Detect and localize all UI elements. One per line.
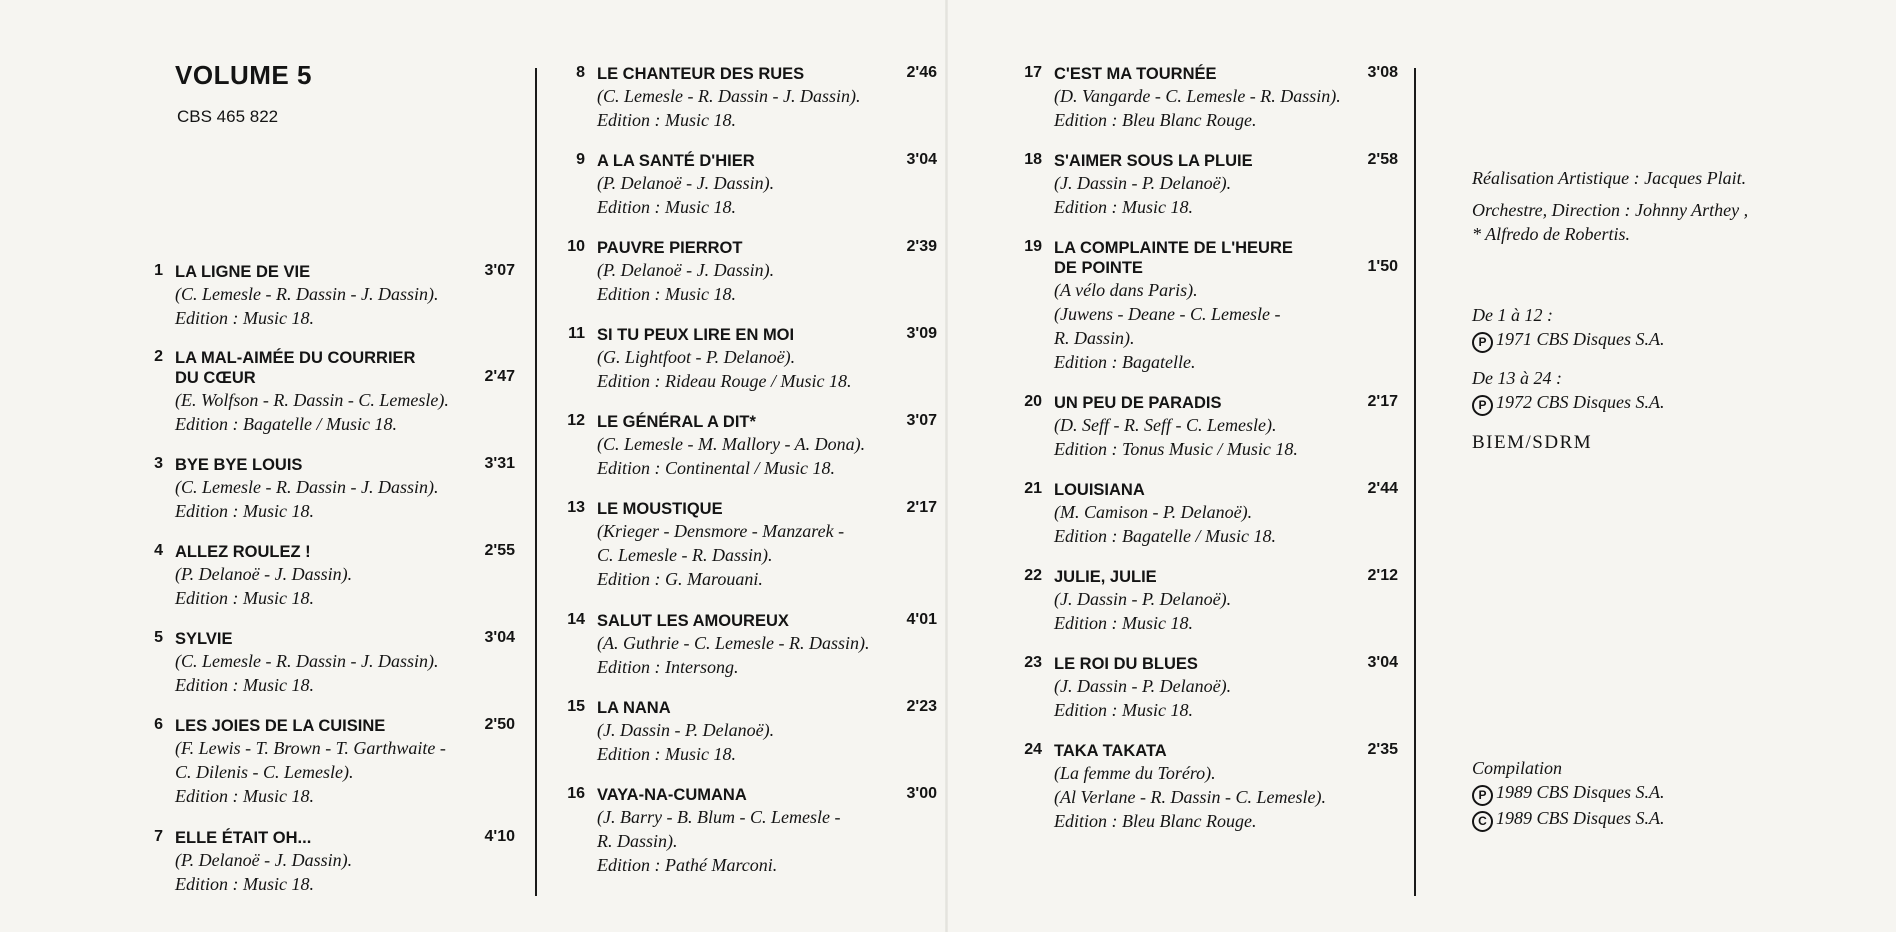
copyright-line-2 [1472,390,1665,416]
track-12 [567,412,937,480]
biem-sdrm-label: BIEM/SDRM [1472,432,1593,453]
catalog-number: CBS 465 822 [177,107,279,126]
track-title: LA COMPLAINTE DE L'HEURE DE POINTE [1054,239,1293,277]
track-title: LE GÉNÉRAL A DIT* [597,413,756,431]
orchestra-credit-line-2: * Alfredo de Robertis. [1472,224,1630,244]
track-1 [154,262,515,330]
track-credit: (E. Wolfson - R. Dassin - C. Lemesle). Edition : Bagatelle / Music 18. [175,390,449,434]
track-credit: (P. Delanoë - J. Dassin). Edition : Music 18. [175,850,353,894]
track-title: LA LIGNE DE VIE [175,263,311,281]
track-credit: (P. Delanoë - J. Dassin). Edition : Music 18. [175,564,353,608]
track-title: LE CHANTEUR DES RUES [597,65,805,83]
track-duration: 3'07 [906,412,937,429]
track-18 [1024,151,1398,219]
track-credit: (F. Lewis - T. Brown - T. Garthwaite - C. Dilenis - C. Lemesle). Edition : Music 18. [175,738,446,806]
column-divider-2 [1414,68,1416,896]
track-number: 11 [568,325,585,342]
copyright-icon: C [1472,811,1493,832]
track-duration: 2'44 [1367,480,1398,497]
phonogram-icon: P [1472,785,1493,806]
track-number: 7 [154,828,163,845]
track-number: 6 [154,716,163,733]
track-22 [1024,567,1398,635]
copyright-line-3 [1472,780,1665,806]
track-credit: (C. Lemesle - R. Dassin - J. Dassin). Edition : Music 18. [175,651,439,695]
track-17 [1024,64,1398,132]
track-duration: 3'04 [484,629,515,646]
track-duration: 3'07 [484,262,515,279]
track-number: 17 [1024,64,1042,81]
track-credit: (A vélo dans Paris). (Juwens - Deane - C. Lemesle - R. Dassin). Edition : Bagatelle. [1054,280,1281,372]
track-duration: 2'23 [906,698,937,715]
track-number: 23 [1024,654,1042,671]
track-16 [567,785,937,877]
track-number: 15 [567,698,585,715]
track-5 [154,629,515,697]
track-number: 13 [567,499,585,516]
copyright-line-4 [1472,806,1665,832]
track-title: C'EST MA TOURNÉE [1054,65,1217,83]
track-title: A LA SANTÉ D'HIER [597,152,755,170]
track-7 [154,828,515,896]
track-credit: (G. Lightfoot - P. Delanoë). Edition : Rideau Rouge / Music 18. [597,347,852,391]
track-number: 2 [154,348,163,365]
copyright-text: 1972 CBS Disques S.A. [1496,392,1665,412]
track-number: 4 [154,542,163,559]
track-duration: 3'04 [906,151,937,168]
track-23 [1024,654,1398,722]
track-3 [154,455,515,523]
track-number: 8 [576,64,585,81]
track-credit: (C. Lemesle - R. Dassin - J. Dassin). Edition : Music 18. [597,86,861,130]
track-credit: (D. Seff - R. Seff - C. Lemesle). Edition : Tonus Music / Music 18. [1054,415,1298,459]
track-title: LA NANA [597,699,671,717]
track-duration: 2'50 [484,716,515,733]
track-number: 16 [567,785,585,802]
track-number: 9 [576,151,585,168]
track-19 [1024,238,1398,374]
track-title: BYE BYE LOUIS [175,456,303,474]
track-credit: (J. Barry - B. Blum - C. Lemesle - R. Dassin). Edition : Pathé Marconi. [597,807,841,875]
phonogram-icon: P [1472,332,1493,353]
track-title: VAYA-NA-CUMANA [597,786,747,804]
track-number: 1 [154,262,163,279]
track-6 [154,716,515,808]
track-credit: (D. Vangarde - C. Lemesle - R. Dassin). Edition : Bleu Blanc Rouge. [1054,86,1341,130]
track-title: SYLVIE [175,630,233,648]
track-credit: (J. Dassin - P. Delanoë). Edition : Music 18. [597,720,775,764]
phonogram-icon: P [1472,395,1493,416]
track-title: TAKA TAKATA [1054,742,1167,760]
track-credit: (La femme du Toréro). (Al Verlane - R. Dassin - C. Lemesle). Edition : Bleu Blanc Rouge. [1054,763,1326,831]
production-credits [1472,166,1748,246]
track-credit: (J. Dassin - P. Delanoë). Edition : Music 18. [1054,589,1232,633]
track-number: 20 [1024,393,1042,410]
track-title: JULIE, JULIE [1054,568,1157,586]
track-credit: (C. Lemesle - R. Dassin - J. Dassin). Edition : Music 18. [175,284,439,328]
track-duration: 4'01 [906,611,937,628]
track-15 [567,698,937,766]
orchestra-credit-line-1: Orchestre, Direction : Johnny Arthey , [1472,200,1749,220]
track-title: LES JOIES DE LA CUISINE [175,717,386,735]
track-title: LA MAL-AIMÉE DU COURRIER DU CŒUR [175,349,416,387]
track-20 [1024,393,1398,461]
track-credit: (C. Lemesle - M. Mallory - A. Dona). Edition : Continental / Music 18. [597,434,866,478]
track-title: UN PEU DE PARADIS [1054,394,1222,412]
track-title: PAUVRE PIERROT [597,239,743,257]
range-label-1: De 1 à 12 : [1472,305,1553,325]
track-title: ALLEZ ROULEZ ! [175,543,311,561]
track-duration: 3'09 [906,325,937,342]
track-24 [1024,741,1398,833]
copyright-line-1 [1472,327,1665,353]
track-number: 14 [567,611,585,628]
track-title: S'AIMER SOUS LA PLUIE [1054,152,1253,170]
track-14 [567,611,937,679]
range-label-2: De 13 à 24 : [1472,368,1562,388]
track-4 [154,542,515,610]
track-title: LE MOUSTIQUE [597,500,723,518]
track-duration: 2'17 [1367,393,1398,410]
track-title: LE ROI DU BLUES [1054,655,1198,673]
track-11 [568,325,937,393]
track-duration: 2'35 [1367,741,1398,758]
track-2 [154,348,515,436]
track-number: 12 [567,412,585,429]
track-13 [567,499,937,591]
compilation-label: Compilation [1472,758,1563,778]
copyright-text: 1971 CBS Disques S.A. [1496,329,1665,349]
track-10 [567,238,937,306]
track-number: 5 [154,629,163,646]
copyright-text: 1989 CBS Disques S.A. [1496,782,1665,802]
track-number: 10 [567,238,585,255]
track-duration: 4'10 [484,828,515,845]
track-number: 21 [1024,480,1042,497]
track-credit: (Krieger - Densmore - Manzarek - C. Lemesle - R. Dassin). Edition : G. Marouani. [597,521,845,589]
copyright-block-original [1472,303,1665,416]
track-number: 19 [1024,238,1042,255]
track-title: ELLE ÉTAIT OH... [175,829,312,847]
track-credit: (P. Delanoë - J. Dassin). Edition : Music 18. [597,173,775,217]
track-duration: 2'17 [906,499,937,516]
track-duration: 2'58 [1367,151,1398,168]
track-credit: (C. Lemesle - R. Dassin - J. Dassin). Edition : Music 18. [175,477,439,521]
track-credit: (P. Delanoë - J. Dassin). Edition : Music 18. [597,260,775,304]
copyright-text: 1989 CBS Disques S.A. [1496,808,1665,828]
page-fold [945,0,948,932]
track-8 [576,64,937,132]
track-21 [1024,480,1398,548]
track-credit: (J. Dassin - P. Delanoë). Edition : Music 18. [1054,173,1232,217]
track-9 [576,151,937,219]
track-duration: 3'08 [1367,64,1398,81]
track-duration: 1'50 [1367,258,1398,275]
track-number: 3 [154,455,163,472]
track-duration: 3'00 [906,785,937,802]
track-duration: 2'55 [484,542,515,559]
track-credit: (J. Dassin - P. Delanoë). Edition : Music 18. [1054,676,1232,720]
track-title: SALUT LES AMOUREUX [597,612,789,630]
track-title: SI TU PEUX LIRE EN MOI [597,326,795,344]
track-credit: (M. Camison - P. Delanoë). Edition : Bagatelle / Music 18. [1054,502,1276,546]
compilation-block [1472,756,1665,832]
track-duration: 3'31 [484,455,515,472]
track-number: 18 [1024,151,1042,168]
track-credit: (A. Guthrie - C. Lemesle - R. Dassin). Edition : Intersong. [597,633,870,677]
track-duration: 2'12 [1367,567,1398,584]
realisation-credit: Réalisation Artistique : Jacques Plait. [1472,168,1747,188]
column-divider-1 [535,68,537,896]
track-number: 24 [1024,741,1042,758]
volume-title: VOLUME 5 [175,60,312,90]
track-duration: 2'39 [906,238,937,255]
track-number: 22 [1024,567,1042,584]
track-duration: 3'04 [1367,654,1398,671]
track-title: LOUISIANA [1054,481,1145,499]
track-duration: 2'46 [906,64,937,81]
track-duration: 2'47 [484,368,515,385]
